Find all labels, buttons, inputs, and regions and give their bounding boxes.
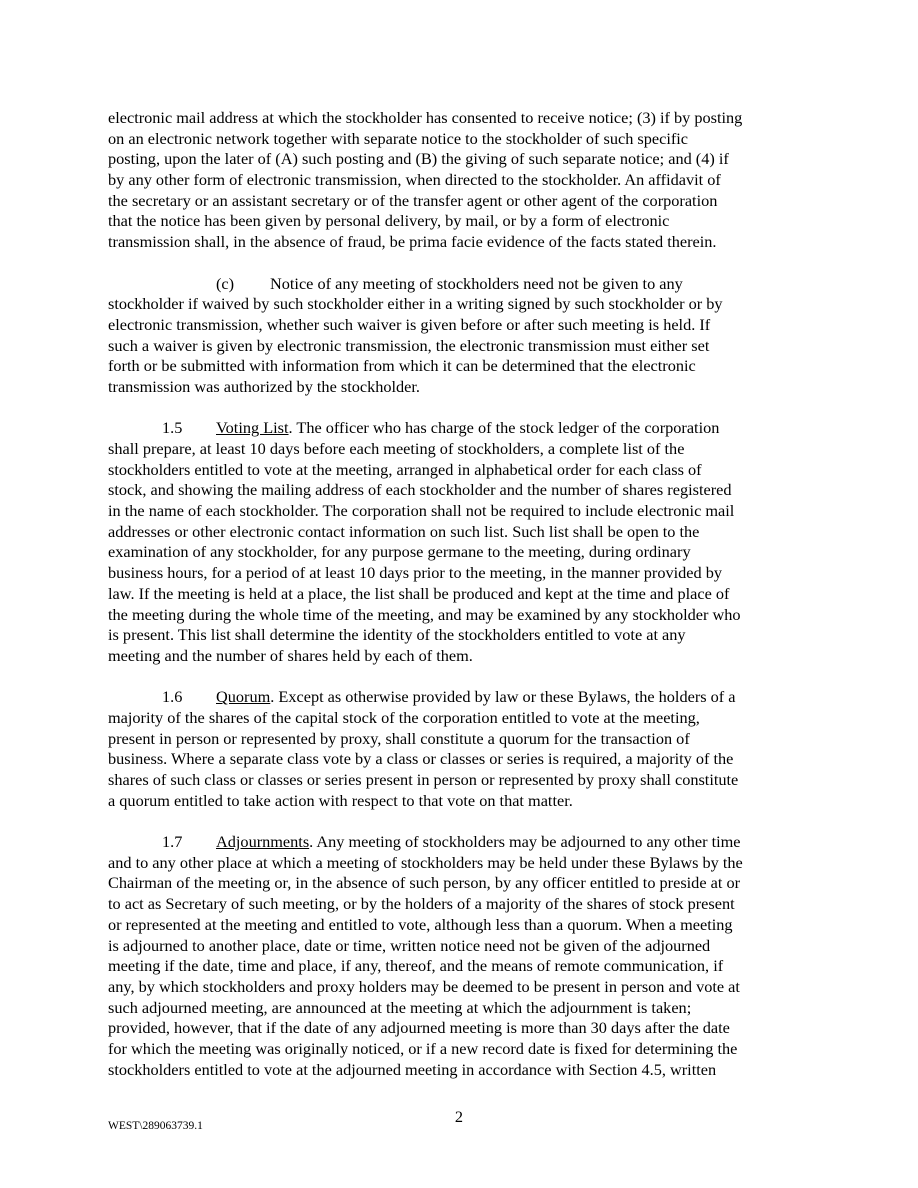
page-number: 2 (454, 1107, 464, 1126)
text-line: law. If the meeting is held at a place, the list shall be produced and kept at the time and place of (108, 583, 730, 603)
text-line: business. Where a separate class vote by a class or classes or series is required, a majority of the (108, 749, 734, 769)
section-heading: Voting List (216, 418, 289, 438)
text-line: posting, upon the later of (A) such posting and (B) the giving of such separate notice; and (4) if (108, 149, 729, 169)
section-number: 1.7 (162, 832, 183, 852)
paragraph-notice-continued (108, 108, 814, 253)
text-line: stock, and showing the mailing address of each stockholder and the number of shares registered (108, 480, 732, 500)
text-line: shares of such class or classes or series present in person or represented by proxy shall constitute (108, 770, 739, 789)
text-line: or represented at the meeting and entitled to vote, although less than a quorum. When a meeting (108, 914, 733, 934)
section-1-7-adjournments (108, 832, 814, 1080)
text-line: stockholders entitled to vote at the meeting, arranged in alphabetical order for each class of (108, 459, 702, 479)
text-line: such a waiver is given by electronic transmission, the electronic transmission must either set (108, 335, 710, 355)
text-line: majority of the shares of the capital stock of the corporation entitled to vote at the meeting, (108, 707, 700, 727)
text-line: to act as Secretary of such meeting, or by the holders of a majority of the shares of stock present (108, 894, 735, 914)
text-line: meeting if the date, time and place, if any, thereof, and the means of remote communication, if (108, 956, 724, 976)
section-number: 1.6 (162, 687, 183, 707)
text-line: electronic transmission, whether such waiver is given before or after such meeting is held. If (108, 314, 711, 334)
text-line: forth or be submitted with information from which it can be determined that the electronic (108, 356, 696, 376)
section-1-6-quorum (108, 687, 814, 811)
section-first-line (108, 418, 814, 439)
section-first-line (108, 832, 814, 853)
section-number: 1.5 (162, 418, 183, 438)
text-line: stockholders entitled to vote at the adjourned meeting in accordance with Section 4.5, written (108, 1059, 717, 1079)
text-line: any, by which stockholders and proxy holders may be deemed to be present in person and vote at (108, 976, 740, 996)
text-line: transmission shall, in the absence of fraud, be prima facie evidence of the facts stated therein. (108, 232, 717, 252)
text-line: electronic mail address at which the stockholder has consented to receive notice; (3) if by posting (108, 108, 743, 127)
text-line: provided, however, that if the date of any adjourned meeting is more than 30 days after the date (108, 1018, 730, 1038)
text-line: on an electronic network together with separate notice to the stockholder of such specific (108, 128, 689, 148)
section-first-text: . The officer who has charge of the stock ledger of the corporation (288, 418, 720, 438)
paragraph-label: (c) (216, 273, 235, 293)
text-line: present in person or represented by proxy, shall constitute a quorum for the transaction of (108, 728, 690, 748)
text-line: examination of any stockholder, for any purpose germane to the meeting, during ordinary (108, 542, 691, 562)
section-heading: Adjournments (216, 832, 310, 852)
text-line: stockholder if waived by such stockholder either in a writing signed by such stockholder or by (108, 294, 723, 314)
text-line: for which the meeting was originally noticed, or if a new record date is fixed for determining the (108, 1038, 738, 1058)
text-line: by any other form of electronic transmission, when directed to the stockholder. An affidavit of (108, 170, 721, 190)
section-first-text: . Except as otherwise provided by law or these Bylaws, the holders of a (270, 687, 736, 707)
text-line: shall prepare, at least 10 days before each meeting of stockholders, a complete list of the (108, 439, 685, 458)
text-line: such adjourned meeting, are announced at the meeting at which the adjournment is taken; (108, 997, 692, 1017)
text-line: transmission was authorized by the stockholder. (108, 376, 420, 396)
text-line: the meeting during the whole time of the meeting, and may be examined by any stockholder who (108, 604, 741, 624)
text-line: a quorum entitled to take action with respect to that vote on that matter. (108, 790, 573, 810)
text-line: is adjourned to another place, date or time, written notice need not be given of the adjourned (108, 935, 711, 955)
text-line: addresses or other electronic contact information on such list. Such list shall be open to the (108, 521, 700, 541)
text-line: Chairman of the meeting or, in the absence of such person, by any officer entitled to preside at or (108, 873, 741, 893)
section-first-text: . Any meeting of stockholders may be adjourned to any other time (309, 832, 741, 852)
text-line: in the name of each stockholder. The corporation shall not be required to include electronic mail (108, 501, 735, 521)
text-line: meeting and the number of shares held by each of them. (108, 645, 473, 665)
text-line: the secretary or an assistant secretary or of the transfer agent or other agent of the corporation (108, 190, 718, 210)
text-line: business hours, for a period of at least 10 days prior to the meeting, in the manner provided by (108, 563, 723, 583)
document-body (108, 108, 814, 1080)
paragraph-first-line (108, 274, 814, 295)
section-heading: Quorum (216, 687, 271, 707)
text-line: is present. This list shall determine the identity of the stockholders entitled to vote at any (108, 625, 686, 645)
paragraph-c (108, 274, 814, 398)
text-line: and to any other place at which a meeting of stockholders may be held under these Bylaws by the (108, 852, 743, 872)
document-id: WEST\289063739.1 (108, 1120, 203, 1132)
text-line: that the notice has been given by personal delivery, by mail, or by a form of electronic (108, 211, 670, 231)
paragraph-first-text: Notice of any meeting of stockholders need not be given to any (270, 273, 683, 293)
section-1-5-voting-list (108, 418, 814, 666)
section-first-line (108, 687, 814, 708)
